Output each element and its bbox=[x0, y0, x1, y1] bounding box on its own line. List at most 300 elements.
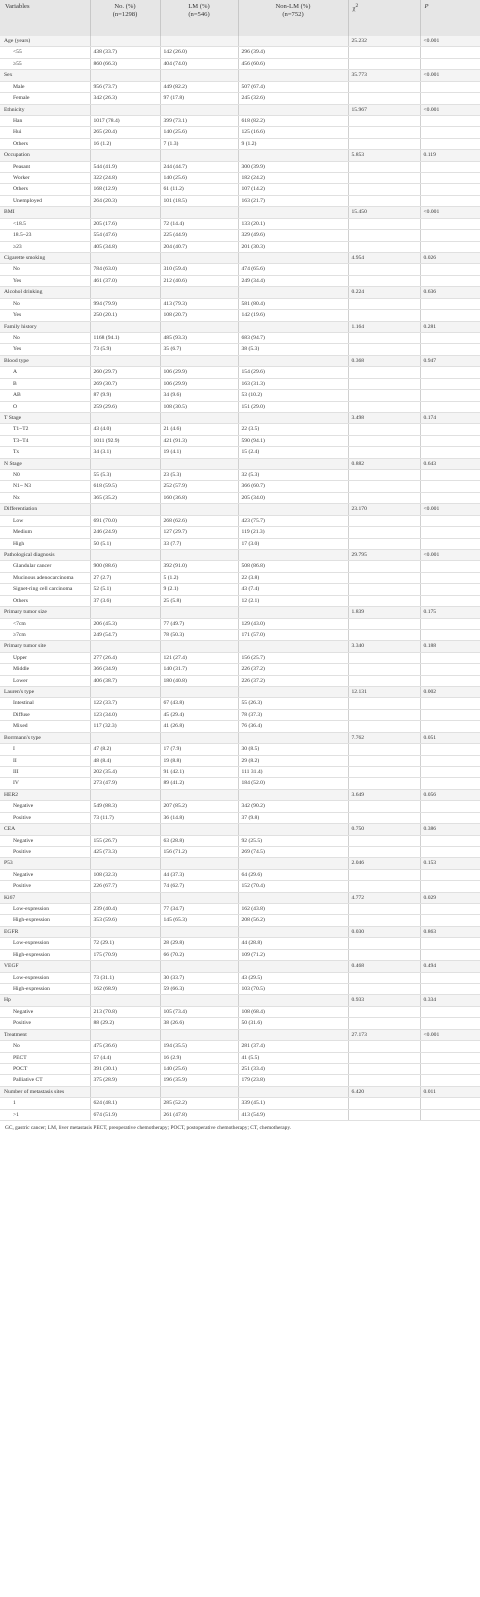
chi-square-cell bbox=[348, 447, 420, 458]
variable-cell: Unemployed bbox=[0, 195, 90, 206]
chi-square-cell: 5.853 bbox=[348, 150, 420, 161]
variable-cell: Others bbox=[0, 595, 90, 606]
non-lm-cell: 152 (70.4) bbox=[238, 881, 348, 892]
variable-cell: B bbox=[0, 378, 90, 389]
total-cell bbox=[90, 789, 160, 800]
lm-cell: 106 (29.9) bbox=[160, 378, 238, 389]
variable-cell: ≥55 bbox=[0, 58, 90, 69]
chi-square-cell bbox=[348, 652, 420, 663]
variable-group-row bbox=[0, 995, 480, 1006]
lm-cell bbox=[160, 858, 238, 869]
chi-square-cell bbox=[348, 230, 420, 241]
p-value-cell: <0.001 bbox=[420, 36, 480, 47]
table-row bbox=[0, 561, 480, 572]
non-lm-cell bbox=[238, 926, 348, 937]
variable-cell: N0 bbox=[0, 470, 90, 481]
p-value-cell: 0.863 bbox=[420, 926, 480, 937]
non-lm-cell bbox=[238, 687, 348, 698]
non-lm-cell: 76 (36.4) bbox=[238, 721, 348, 732]
variable-cell: Positive bbox=[0, 881, 90, 892]
variable-group-row bbox=[0, 789, 480, 800]
variable-cell: Low bbox=[0, 515, 90, 526]
chi-square-cell: 4.772 bbox=[348, 892, 420, 903]
p-value-cell: 0.334 bbox=[420, 995, 480, 1006]
table-footnote: GC, gastric cancer; LM, liver metastasis PECT, preoperative chemotherapy; POCT, postoperative chemotherapy; CT, chemotherapy. bbox=[5, 1125, 292, 1132]
non-lm-cell: 55 (26.3) bbox=[238, 698, 348, 709]
p-value-cell: 0.174 bbox=[420, 412, 480, 423]
variable-cell: Yes bbox=[0, 310, 90, 321]
lm-cell: 61 (11.2) bbox=[160, 184, 238, 195]
table-row bbox=[0, 127, 480, 138]
table-row bbox=[0, 846, 480, 857]
non-lm-cell: 109 (71.2) bbox=[238, 949, 348, 960]
p-value-cell bbox=[420, 275, 480, 286]
variable-cell: Ki67 bbox=[0, 892, 90, 903]
variable-cell: II bbox=[0, 755, 90, 766]
table-row bbox=[0, 435, 480, 446]
total-cell: 108 (32.3) bbox=[90, 869, 160, 880]
p-value-cell bbox=[420, 47, 480, 58]
variable-cell: Pathological diagnosis bbox=[0, 549, 90, 560]
chi-square-cell bbox=[348, 424, 420, 435]
chi-square-cell: 0.750 bbox=[348, 824, 420, 835]
lm-cell: 140 (25.6) bbox=[160, 127, 238, 138]
non-lm-cell bbox=[238, 549, 348, 560]
variable-group-row bbox=[0, 641, 480, 652]
chi-square-cell bbox=[348, 492, 420, 503]
non-lm-cell: 329 (49.6) bbox=[238, 230, 348, 241]
table-row bbox=[0, 972, 480, 983]
p-value-cell bbox=[420, 161, 480, 172]
total-cell: 52 (5.1) bbox=[90, 584, 160, 595]
chi-square-cell bbox=[348, 744, 420, 755]
lm-cell: 67 (43.8) bbox=[160, 698, 238, 709]
variable-cell: <18.5 bbox=[0, 218, 90, 229]
variable-cell: >1 bbox=[0, 1109, 90, 1120]
variable-group-row bbox=[0, 253, 480, 264]
variable-cell: T Stage bbox=[0, 412, 90, 423]
p-value-cell bbox=[420, 595, 480, 606]
p-value-cell: <0.001 bbox=[420, 549, 480, 560]
chi-square-cell bbox=[348, 115, 420, 126]
lm-cell: 91 (42.1) bbox=[160, 767, 238, 778]
variable-cell: Signet-ring cell carcinoma bbox=[0, 584, 90, 595]
chi-square-cell bbox=[348, 778, 420, 789]
p-value-cell bbox=[420, 584, 480, 595]
table-row bbox=[0, 652, 480, 663]
table-row bbox=[0, 709, 480, 720]
variable-group-row bbox=[0, 607, 480, 618]
variable-cell: Nx bbox=[0, 492, 90, 503]
table-row bbox=[0, 1063, 480, 1074]
variable-group-row bbox=[0, 549, 480, 560]
lm-cell: 127 (29.7) bbox=[160, 527, 238, 538]
p-value-cell bbox=[420, 1018, 480, 1029]
chi-square-cell bbox=[348, 721, 420, 732]
table-row bbox=[0, 47, 480, 58]
non-lm-cell: 151 (29.0) bbox=[238, 401, 348, 412]
variable-cell: Glandular cancer bbox=[0, 561, 90, 572]
total-cell: 43 (4.0) bbox=[90, 424, 160, 435]
variable-cell: Yes bbox=[0, 344, 90, 355]
p-value-cell bbox=[420, 1041, 480, 1052]
lm-cell: 194 (35.5) bbox=[160, 1041, 238, 1052]
non-lm-cell: 581 (80.4) bbox=[238, 298, 348, 309]
lm-cell: 30 (33.7) bbox=[160, 972, 238, 983]
total-cell: 162 (68.9) bbox=[90, 984, 160, 995]
table-row bbox=[0, 1006, 480, 1017]
variable-cell: High-expression bbox=[0, 915, 90, 926]
table-row bbox=[0, 1075, 480, 1086]
lm-cell: 421 (91.3) bbox=[160, 435, 238, 446]
lm-cell bbox=[160, 458, 238, 469]
p-value-cell: 0.119 bbox=[420, 150, 480, 161]
chi-square-cell bbox=[348, 709, 420, 720]
variable-cell: I bbox=[0, 744, 90, 755]
non-lm-cell bbox=[238, 36, 348, 47]
total-cell bbox=[90, 824, 160, 835]
total-cell bbox=[90, 1086, 160, 1097]
table-row bbox=[0, 298, 480, 309]
total-cell: 226 (67.7) bbox=[90, 881, 160, 892]
total-cell bbox=[90, 961, 160, 972]
p-value-cell: 0.386 bbox=[420, 824, 480, 835]
total-cell: 37 (3.6) bbox=[90, 595, 160, 606]
chi-square-cell bbox=[348, 1041, 420, 1052]
chi-square-cell: 25.232 bbox=[348, 36, 420, 47]
variable-group-row bbox=[0, 824, 480, 835]
variable-cell: Differentiation bbox=[0, 504, 90, 515]
table-row bbox=[0, 527, 480, 538]
chi-square-cell bbox=[348, 161, 420, 172]
non-lm-cell: 182 (24.2) bbox=[238, 173, 348, 184]
lm-cell: 34 (9.6) bbox=[160, 390, 238, 401]
chi-square-cell: 3.340 bbox=[348, 641, 420, 652]
chi-square-cell: 0.030 bbox=[348, 926, 420, 937]
non-lm-cell bbox=[238, 104, 348, 115]
variable-group-row bbox=[0, 150, 480, 161]
variable-cell: High bbox=[0, 538, 90, 549]
lm-cell: 180 (40.8) bbox=[160, 675, 238, 686]
non-lm-cell: 366 (60.7) bbox=[238, 481, 348, 492]
lm-cell: 413 (79.3) bbox=[160, 298, 238, 309]
total-cell: 618 (59.5) bbox=[90, 481, 160, 492]
total-cell: 27 (2.7) bbox=[90, 572, 160, 583]
non-lm-cell: 300 (39.9) bbox=[238, 161, 348, 172]
non-lm-cell bbox=[238, 504, 348, 515]
total-cell: 155 (26.7) bbox=[90, 835, 160, 846]
non-lm-cell: 245 (32.6) bbox=[238, 93, 348, 104]
chi-square-cell bbox=[348, 904, 420, 915]
p-value-cell: 0.947 bbox=[420, 355, 480, 366]
chi-square-cell: 1.839 bbox=[348, 607, 420, 618]
p-value-cell bbox=[420, 1052, 480, 1063]
total-cell bbox=[90, 858, 160, 869]
non-lm-cell: 179 (23.8) bbox=[238, 1075, 348, 1086]
p-value-cell bbox=[420, 424, 480, 435]
chi-square-cell bbox=[348, 1018, 420, 1029]
total-cell: 259 (29.6) bbox=[90, 401, 160, 412]
lm-cell: 41 (26.8) bbox=[160, 721, 238, 732]
chi-square-cell bbox=[348, 629, 420, 640]
variable-cell: No bbox=[0, 264, 90, 275]
lm-cell bbox=[160, 892, 238, 903]
p-value-cell bbox=[420, 744, 480, 755]
chi-square-cell bbox=[348, 241, 420, 252]
p-value-cell bbox=[420, 127, 480, 138]
variable-group-row bbox=[0, 1029, 480, 1040]
table-row bbox=[0, 949, 480, 960]
p-value-cell bbox=[420, 1063, 480, 1074]
total-cell: 624 (48.1) bbox=[90, 1098, 160, 1109]
non-lm-cell: 22 (3.8) bbox=[238, 572, 348, 583]
table-row bbox=[0, 1098, 480, 1109]
total-cell: 55 (5.3) bbox=[90, 470, 160, 481]
variable-cell: Sex bbox=[0, 70, 90, 81]
non-lm-cell bbox=[238, 321, 348, 332]
non-lm-cell bbox=[238, 732, 348, 743]
lm-cell: 399 (73.1) bbox=[160, 115, 238, 126]
non-lm-cell: 133 (20.1) bbox=[238, 218, 348, 229]
total-cell bbox=[90, 504, 160, 515]
total-cell bbox=[90, 321, 160, 332]
variable-cell: CEA bbox=[0, 824, 90, 835]
table-row bbox=[0, 984, 480, 995]
p-value-cell: 0.281 bbox=[420, 321, 480, 332]
table-header bbox=[0, 0, 480, 36]
variable-cell: N Stage bbox=[0, 458, 90, 469]
table-row bbox=[0, 812, 480, 823]
lm-cell: 19 (4.1) bbox=[160, 447, 238, 458]
chi-square-cell: 3.498 bbox=[348, 412, 420, 423]
p-value-cell bbox=[420, 767, 480, 778]
table-row bbox=[0, 264, 480, 275]
non-lm-cell: 171 (57.0) bbox=[238, 629, 348, 640]
non-lm-cell bbox=[238, 355, 348, 366]
p-value-cell: 0.188 bbox=[420, 641, 480, 652]
table-row bbox=[0, 424, 480, 435]
table-row bbox=[0, 230, 480, 241]
table-row bbox=[0, 310, 480, 321]
lm-cell: 35 (6.7) bbox=[160, 344, 238, 355]
non-lm-cell: 339 (45.1) bbox=[238, 1098, 348, 1109]
chi-square-cell bbox=[348, 755, 420, 766]
table-row bbox=[0, 332, 480, 343]
total-cell: 250 (20.1) bbox=[90, 310, 160, 321]
total-cell bbox=[90, 607, 160, 618]
chi-square-cell: 15.967 bbox=[348, 104, 420, 115]
chi-square-cell: 15.450 bbox=[348, 207, 420, 218]
lm-cell: 38 (26.6) bbox=[160, 1018, 238, 1029]
total-cell: 994 (79.9) bbox=[90, 298, 160, 309]
lm-cell: 77 (34.7) bbox=[160, 904, 238, 915]
lm-cell: 108 (20.7) bbox=[160, 310, 238, 321]
lm-cell: 142 (26.0) bbox=[160, 47, 238, 58]
p-value-cell bbox=[420, 561, 480, 572]
variable-cell: Middle bbox=[0, 664, 90, 675]
variable-cell: Medium bbox=[0, 527, 90, 538]
lm-cell bbox=[160, 104, 238, 115]
non-lm-cell: 342 (90.2) bbox=[238, 801, 348, 812]
chi-square-cell bbox=[348, 698, 420, 709]
variable-cell: Primary tumor size bbox=[0, 607, 90, 618]
variable-cell: Number of metastasis sites bbox=[0, 1086, 90, 1097]
total-cell: 122 (33.7) bbox=[90, 698, 160, 709]
p-value-cell: 0.643 bbox=[420, 458, 480, 469]
lm-cell: 106 (29.9) bbox=[160, 367, 238, 378]
total-cell: 47 (8.2) bbox=[90, 744, 160, 755]
header-no: No. (%) (n=1298) bbox=[90, 0, 160, 36]
p-value-cell bbox=[420, 241, 480, 252]
chi-square-cell bbox=[348, 332, 420, 343]
variable-group-row bbox=[0, 104, 480, 115]
chi-square-cell bbox=[348, 869, 420, 880]
non-lm-cell: 281 (37.4) bbox=[238, 1041, 348, 1052]
lm-cell: 140 (25.6) bbox=[160, 173, 238, 184]
lm-cell bbox=[160, 961, 238, 972]
total-cell: 405 (34.8) bbox=[90, 241, 160, 252]
chi-square-cell bbox=[348, 618, 420, 629]
p-value-cell bbox=[420, 801, 480, 812]
p-value-cell: <0.001 bbox=[420, 104, 480, 115]
variable-cell: Positive bbox=[0, 1018, 90, 1029]
non-lm-cell: 142 (19.6) bbox=[238, 310, 348, 321]
variable-cell: BMI bbox=[0, 207, 90, 218]
variable-cell: Low-expression bbox=[0, 938, 90, 949]
p-value-cell bbox=[420, 1109, 480, 1120]
chi-square-cell bbox=[348, 835, 420, 846]
non-lm-cell: 201 (30.3) bbox=[238, 241, 348, 252]
total-cell: 48 (8.4) bbox=[90, 755, 160, 766]
variable-cell: T1~T2 bbox=[0, 424, 90, 435]
chi-square-cell bbox=[348, 584, 420, 595]
variable-cell: PECT bbox=[0, 1052, 90, 1063]
total-cell: 544 (41.9) bbox=[90, 161, 160, 172]
total-cell: 900 (88.6) bbox=[90, 561, 160, 572]
total-cell: 1168 (94.1) bbox=[90, 332, 160, 343]
variable-group-row bbox=[0, 961, 480, 972]
total-cell bbox=[90, 70, 160, 81]
total-cell: 206 (45.3) bbox=[90, 618, 160, 629]
lm-cell bbox=[160, 150, 238, 161]
total-cell bbox=[90, 150, 160, 161]
p-value-cell bbox=[420, 492, 480, 503]
table-row bbox=[0, 378, 480, 389]
lm-cell: 268 (62.6) bbox=[160, 515, 238, 526]
chi-square-cell bbox=[348, 58, 420, 69]
variable-group-row bbox=[0, 1086, 480, 1097]
p-value-cell: 0.636 bbox=[420, 287, 480, 298]
non-lm-cell: 32 (5.3) bbox=[238, 470, 348, 481]
lm-cell: 19 (8.8) bbox=[160, 755, 238, 766]
total-cell: 365 (35.2) bbox=[90, 492, 160, 503]
p-value-cell: <0.001 bbox=[420, 70, 480, 81]
p-value-cell bbox=[420, 435, 480, 446]
total-cell: 353 (59.6) bbox=[90, 915, 160, 926]
variable-cell: Tx bbox=[0, 447, 90, 458]
total-cell: 175 (70.9) bbox=[90, 949, 160, 960]
table-row bbox=[0, 584, 480, 595]
chi-square-cell bbox=[348, 949, 420, 960]
table-row bbox=[0, 218, 480, 229]
total-cell bbox=[90, 36, 160, 47]
table-body bbox=[0, 36, 480, 1121]
variable-cell: No bbox=[0, 332, 90, 343]
table-row bbox=[0, 161, 480, 172]
p-value-cell: 0.153 bbox=[420, 858, 480, 869]
variable-cell: T3~T4 bbox=[0, 435, 90, 446]
table-row bbox=[0, 904, 480, 915]
table-row bbox=[0, 698, 480, 709]
variable-cell: 1 bbox=[0, 1098, 90, 1109]
chi-square-cell bbox=[348, 915, 420, 926]
p-value-cell bbox=[420, 904, 480, 915]
p-value-cell bbox=[420, 332, 480, 343]
table-row bbox=[0, 938, 480, 949]
lm-cell: 89 (41.2) bbox=[160, 778, 238, 789]
p-value-cell bbox=[420, 972, 480, 983]
non-lm-cell bbox=[238, 70, 348, 81]
table-row bbox=[0, 1109, 480, 1120]
lm-cell bbox=[160, 287, 238, 298]
p-value-cell bbox=[420, 538, 480, 549]
non-lm-cell: 30 (8.5) bbox=[238, 744, 348, 755]
non-lm-cell bbox=[238, 1029, 348, 1040]
table-row bbox=[0, 675, 480, 686]
variable-group-row bbox=[0, 321, 480, 332]
total-cell: 246 (24.9) bbox=[90, 527, 160, 538]
lm-cell: 156 (71.2) bbox=[160, 846, 238, 857]
total-cell: 249 (54.7) bbox=[90, 629, 160, 640]
chi-square-cell bbox=[348, 184, 420, 195]
variable-cell: No bbox=[0, 298, 90, 309]
p-value-cell bbox=[420, 184, 480, 195]
lm-cell: 485 (93.3) bbox=[160, 332, 238, 343]
non-lm-cell: 41 (5.5) bbox=[238, 1052, 348, 1063]
table-row bbox=[0, 629, 480, 640]
variable-cell: ≥7cm bbox=[0, 629, 90, 640]
non-lm-cell: 17 (3.0) bbox=[238, 538, 348, 549]
non-lm-cell bbox=[238, 961, 348, 972]
non-lm-cell: 111 31.4) bbox=[238, 767, 348, 778]
non-lm-cell: 43 (7.4) bbox=[238, 584, 348, 595]
lm-cell bbox=[160, 607, 238, 618]
chi-square-cell: 4.954 bbox=[348, 253, 420, 264]
p-value-cell bbox=[420, 115, 480, 126]
chi-square-cell: 0.224 bbox=[348, 287, 420, 298]
total-cell bbox=[90, 287, 160, 298]
non-lm-cell: 38 (5.3) bbox=[238, 344, 348, 355]
variable-cell: AB bbox=[0, 390, 90, 401]
p-value-cell bbox=[420, 778, 480, 789]
variable-cell: Mucinous adenocarcinoma bbox=[0, 572, 90, 583]
table-row bbox=[0, 481, 480, 492]
non-lm-cell: 29 (8.2) bbox=[238, 755, 348, 766]
p-value-cell: 0.056 bbox=[420, 789, 480, 800]
lm-cell: 36 (14.8) bbox=[160, 812, 238, 823]
total-cell bbox=[90, 687, 160, 698]
non-lm-cell: 12 (2.1) bbox=[238, 595, 348, 606]
non-lm-cell: 125 (16.6) bbox=[238, 127, 348, 138]
p-value-cell bbox=[420, 698, 480, 709]
variable-cell: Occupation bbox=[0, 150, 90, 161]
chi-square-cell bbox=[348, 47, 420, 58]
chi-square-cell: 2.046 bbox=[348, 858, 420, 869]
chi-square-cell bbox=[348, 264, 420, 275]
total-cell: 375 (28.9) bbox=[90, 1075, 160, 1086]
lm-cell bbox=[160, 732, 238, 743]
lm-cell bbox=[160, 207, 238, 218]
